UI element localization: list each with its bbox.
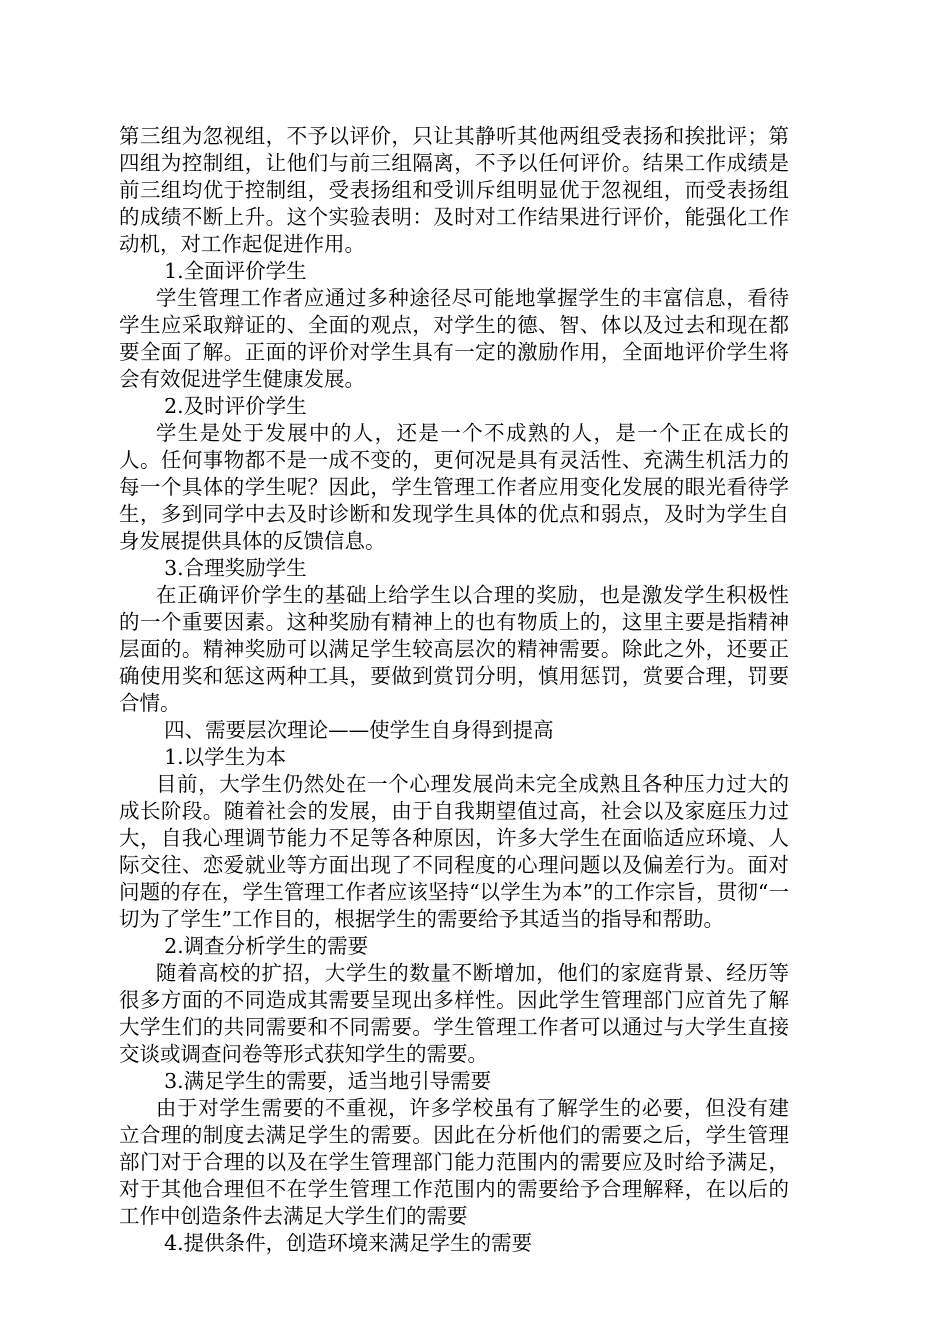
paragraph-satisfy-needs: 由于对学生需要的不重视，许多学校虽有了解学生的必要，但没有建立合理的制度去满足学生的需要。因此在分析他们的需要之后，学生管理部门对于合理的以及在学生管理部门能力范围内的需要应及时给予满足，对于其他合理但不在学生管理工作范围内的需要给予合理解释，在以后的工作中创造条件去满足大学生们的需要 (119, 1096, 789, 1228)
heading-timely-evaluation: 2.及时评价学生 (164, 394, 307, 418)
heading-provide-conditions: 4.提供条件，创造环境来满足学生的需要 (164, 1231, 533, 1255)
document-body (119, 123, 789, 1257)
heading-comprehensive-evaluation: 1.全面评价学生 (164, 259, 307, 283)
paragraph-reasonable-reward: 在正确评价学生的基础上给学生以合理的奖励，也是激发学生积极性的一个重要因素。这种奖励有精神上的也有物质上的，这里主要是指精神层面的。精神奖励可以满足学生较高层次的精神需要。除此之外，还要正确使用奖和惩这两种工具，要做到赏罚分明，慎用惩罚，赏要合理，罚要合情。 (119, 583, 789, 715)
section-heading-needs-hierarchy: 四、需要层次理论——使学生自身得到提高 (164, 718, 554, 742)
paragraph-comprehensive-evaluation: 学生管理工作者应通过多种途径尽可能地掌握学生的丰富信息，看待学生应采取辩证的、全面的观点，对学生的德、智、体以及过去和现在都要全面了解。正面的评价对学生具有一定的激励作用，全面地评价学生将会有效促进学生健康发展。 (119, 286, 789, 391)
paragraph-experiment-result: 第三组为忽视组，不予以评价，只让其静听其他两组受表扬和挨批评；第四组为控制组，让他们与前三组隔离，不予以任何评价。结果工作成绩是前三组均优于控制组，受表扬组和受训斥组明显优于忽视组，而受表扬组的成绩不断上升。这个实验表明：及时对工作结果进行评价，能强化工作动机，对工作起促进作用。 (119, 124, 789, 256)
heading-investigate-needs: 2.调查分析学生的需要 (164, 934, 369, 958)
paragraph-timely-evaluation: 学生是处于发展中的人，还是一个不成熟的人，是一个正在成长的人。任何事物都不是一成不变的，更何况是具有灵活性、充满生机活力的每一个具体的学生呢？因此，学生管理工作者应用变化发展的眼光看待学生，多到同学中去及时诊断和发现学生具体的优点和弱点，及时为学生自身发展提供具体的反馈信息。 (119, 421, 789, 553)
heading-student-centered: 1.以学生为本 (164, 745, 287, 769)
heading-satisfy-needs: 3.满足学生的需要，适当地引导需要 (164, 1069, 492, 1093)
paragraph-student-centered: 目前，大学生仍然处在一个心理发展尚未完全成熟且各种压力过大的成长阶段。随着社会的发展，由于自我期望值过高，社会以及家庭压力过大，自我心理调节能力不足等各种原因，许多大学生在面临适应环境、人际交往、恋爱就业等方面出现了不同程度的心理问题以及偏差行为。面对问题的存在，学生管理工作者应该坚持“以学生为本”的工作宗旨，贯彻“一切为了学生”工作目的，根据学生的需要给予其适当的指导和帮助。 (119, 772, 789, 931)
heading-reasonable-reward: 3.合理奖励学生 (164, 556, 307, 580)
paragraph-investigate-needs: 随着高校的扩招，大学生的数量不断增加，他们的家庭背景、经历等很多方面的不同造成其需要呈现出多样性。因此学生管理部门应首先了解大学生们的共同需要和不同需要。学生管理工作者可以通过与大学生直接交谈或调查问卷等形式获知学生的需要。 (119, 961, 789, 1066)
